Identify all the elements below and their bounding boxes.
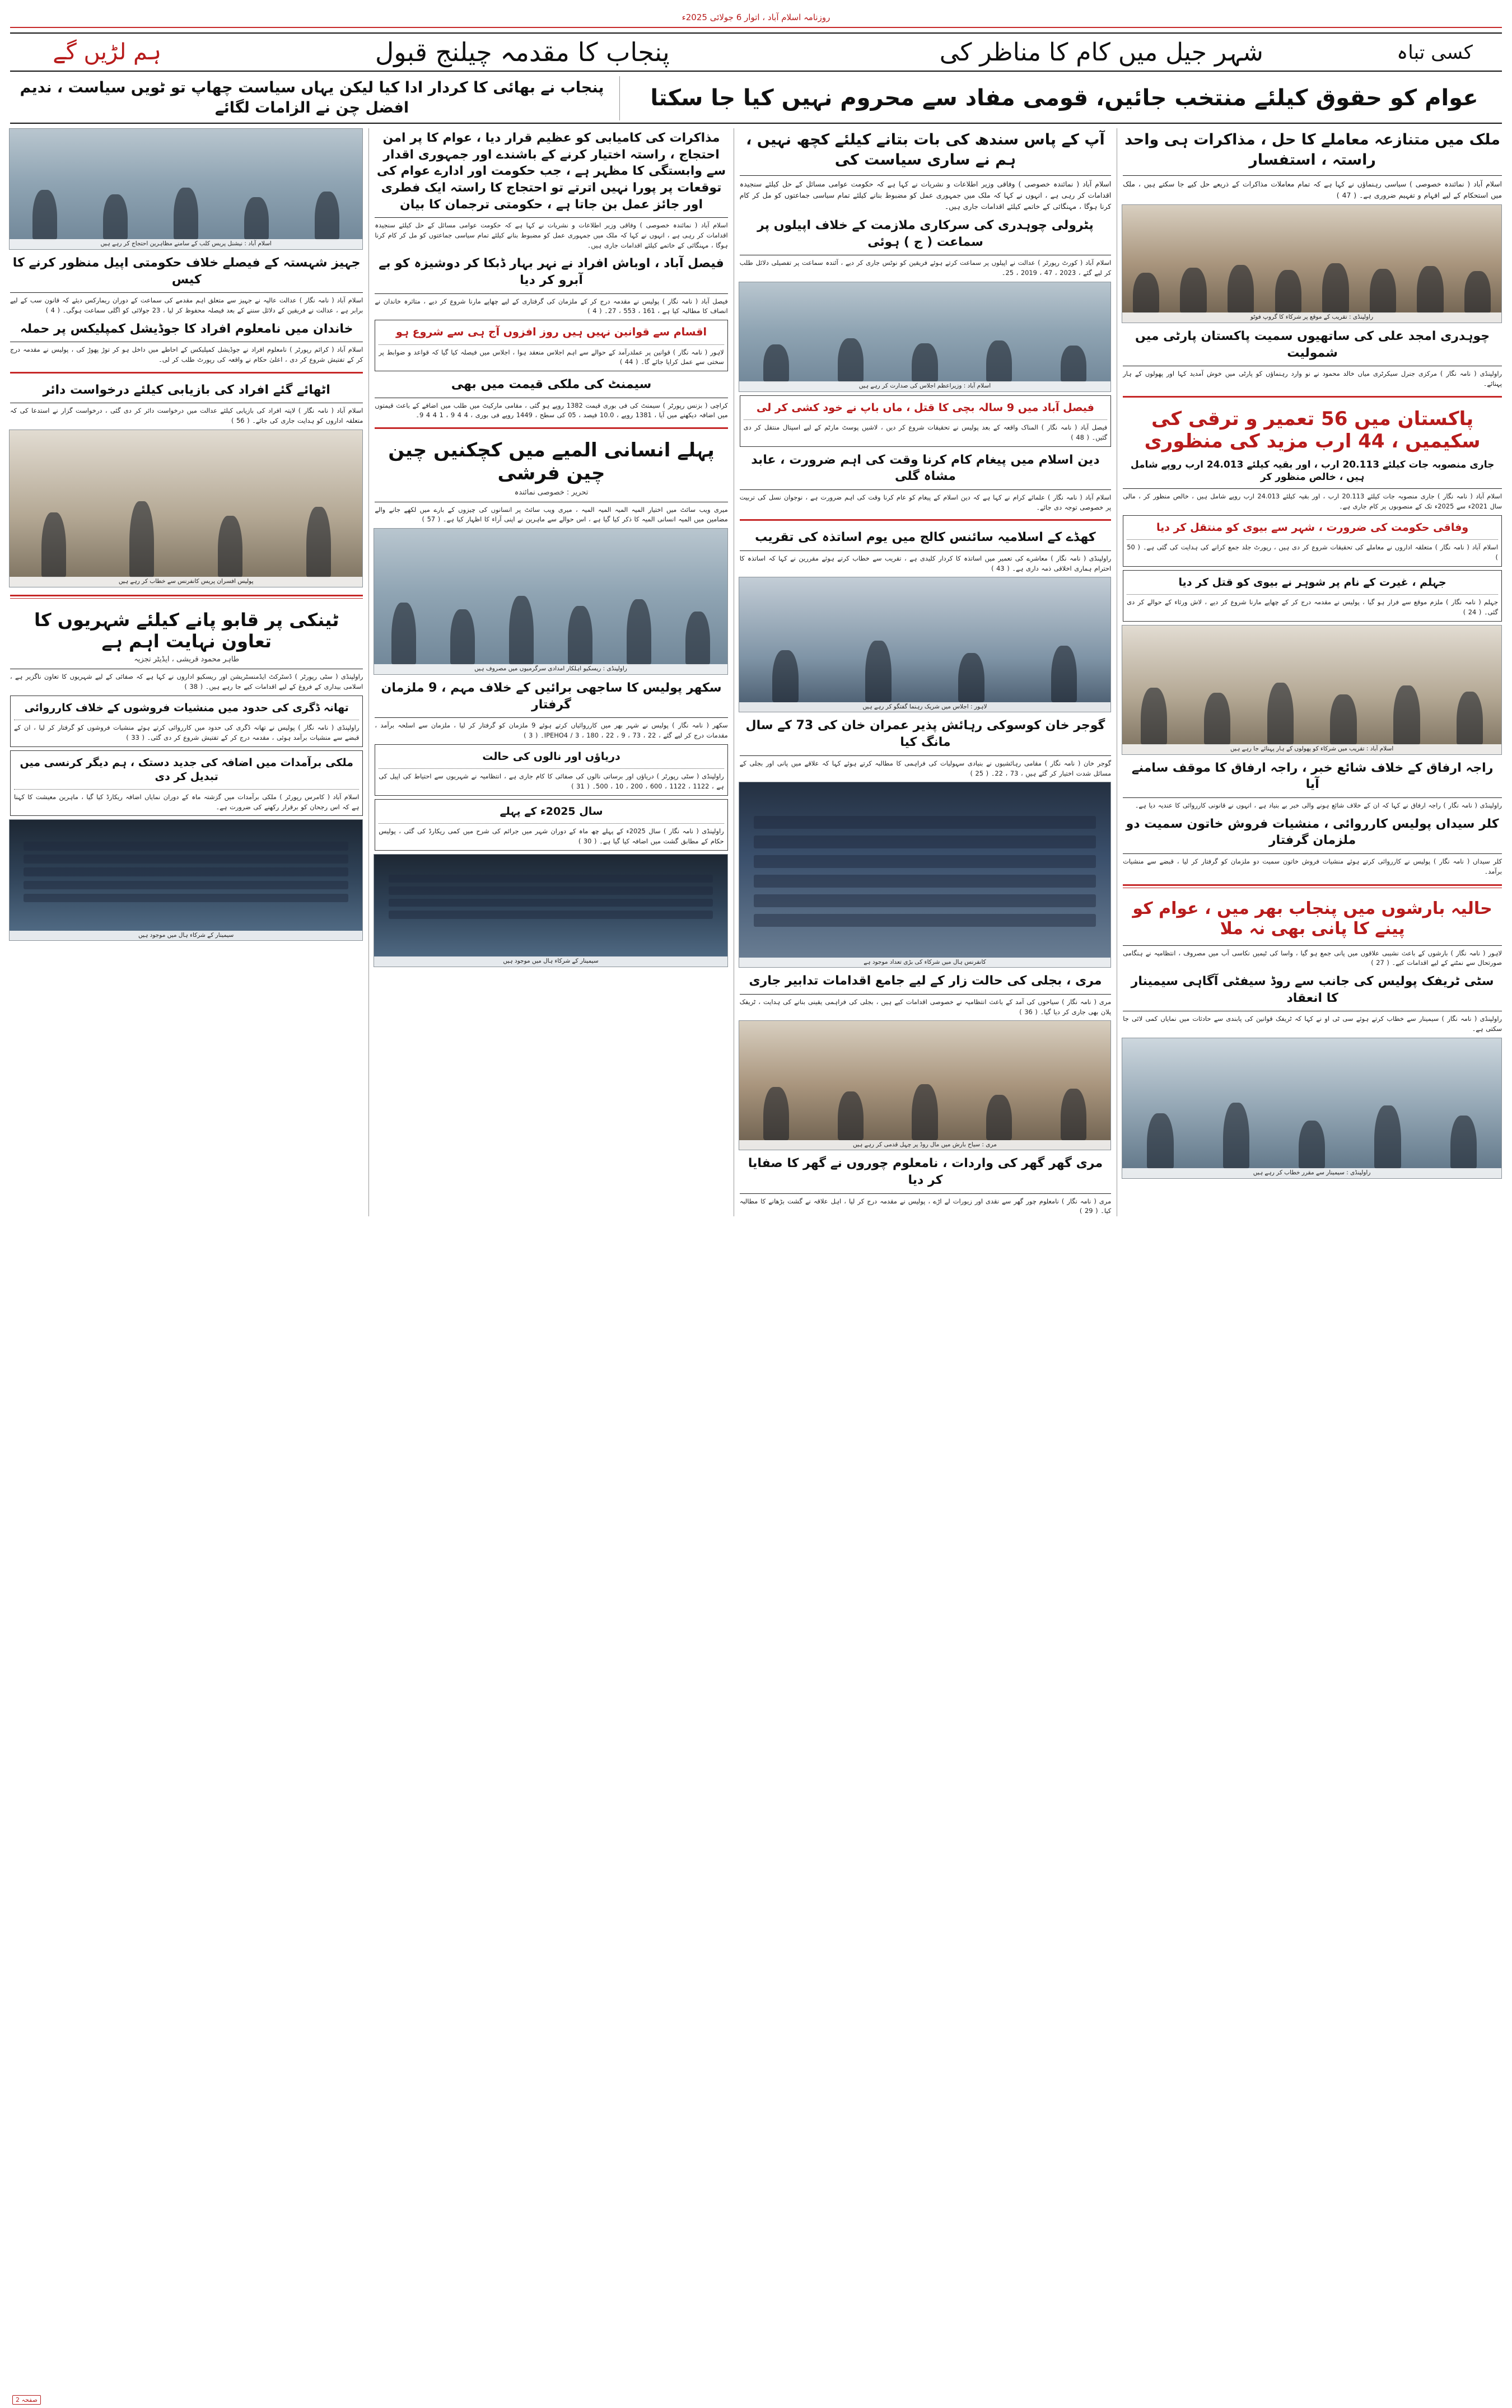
- headline: خاندان میں نامعلوم افراد کا جوڈیشل کمپلیکس پر حملہ: [20, 321, 353, 336]
- article-body: مری ( نامہ نگار ) نامعلوم چور گھر سے نقدی اور زیورات لے اڑے ، پولیس نے مقدمہ درج کر لیا ، اہل علاقہ نے گشت بڑھانے کا مطالبہ کیا۔ ( 29 ): [739, 1197, 1112, 1215]
- masthead-date: روزنامہ اسلام آباد ، اتوار 6 جولائی 2025ء: [682, 12, 830, 22]
- photo-11b: [9, 819, 363, 941]
- column-3: [375, 128, 727, 1216]
- headline: سٹی ٹریفک پولیس کی جانب سے روڈ سیفٹی آگاہی سیمینار کا انعقاد: [1131, 974, 1494, 1005]
- photo-caption: مری : سیاح بارش میں مال روڈ پر چہل قدمی کر رہے ہیں: [739, 1140, 1111, 1150]
- headline: مری گھر گھر کی واردات ، نامعلوم چوروں نے گھر کا صفایا کر دیا: [748, 1156, 1103, 1187]
- photo-6: [1122, 625, 1502, 755]
- article-c5-0: [1123, 128, 1502, 201]
- photo-caption: اسلام آباد : تقریب میں شرکاء کو پھولوں کے ہار پہنائے جا رہے ہیں: [1122, 744, 1501, 754]
- article-body: مری ( نامہ نگار ) سیاحوں کی آمد کے باعث انتظامیہ نے خصوصی اقدامات کیے ہیں ، بجلی کی فراہمی یقینی بنانے کی ہدایت ، ٹریفک پلان بھی جاری کر دیا گیا۔ ( 36 ): [739, 997, 1112, 1016]
- feature-1: [375, 436, 727, 525]
- feature-2: [10, 606, 363, 692]
- headline: ملک میں متنازعہ معاملے کا حل ، مذاکرات ہی واحد راستہ ، استفسار: [1124, 130, 1500, 169]
- article-body: اسلام آباد ( کامرس رپورٹر ) ملکی برآمدات میں گزشتہ ماہ کے دوران نمایاں اضافہ ریکارڈ کیا گیا ، ماہرین معیشت کا کہنا ہے کہ اس رجحان کو برقرار رکھنے کی ضرورت ہے۔: [14, 793, 360, 811]
- article-c4-3: [1123, 515, 1502, 567]
- photo-7: [739, 782, 1112, 968]
- photo-caption: اسلام آباد : وزیراعظم اجلاس کی صدارت کر رہے ہیں: [739, 381, 1111, 391]
- feature-subhead: جاری منصوبہ جات کیلئے 20.113 ارب ، اور بقیہ کیلئے 24.013 ارب روپے شامل ہیں ، خالص منظور کر: [1130, 459, 1495, 483]
- article-body: راولپنڈی ( سٹی رپورٹر ) دریاؤں اور برساتی نالوں کی صفائی کا کام جاری ہے ، انتظامیہ نے شہریوں سے احتیاط کی اپیل کی ہے ، 1122 ، 1122 ، 600 ، 200 ، 10 ، 500۔ ( 31 ): [379, 772, 724, 791]
- article-c5-3: [1123, 814, 1502, 877]
- page-number: صفحہ 2: [12, 2395, 41, 2405]
- column-1: [1123, 128, 1502, 1216]
- headline: گوجر خان کوسوکی رہائش پذیر عمران خان کی 73 کے سال مانگ کیا: [745, 718, 1105, 750]
- article-body: راولپنڈی ( نامہ نگار ) معاشرے کی تعمیر میں اساتذہ کا کردار کلیدی ہے ، تقریب سے خطاب کرتے ہوئے مقررین نے کہا کہ اساتذہ کا احترام ہماری اخلاقی ذمہ داری ہے۔ ( 43 ): [739, 554, 1112, 572]
- article-c2-5: [375, 799, 727, 851]
- photo-2: [1122, 204, 1502, 323]
- headline: آپ کے پاس سندھ کی بات بتانے کیلئے کچھ نہیں ، ہم نے ساری سیاست کی: [746, 130, 1105, 169]
- article-body: راولپنڈی ( نامہ نگار ) مرکزی جنرل سیکرٹری میاں خالد محمود نے نو وارد رہنماؤں کو پارٹی میں خوش آمدید کہا اور پھولوں کے ہار پہنائے۔: [1123, 370, 1502, 388]
- article-c2-0: [375, 320, 727, 371]
- article-body: لاہور ( نامہ نگار ) بارشوں کے باعث نشیبی علاقوں میں پانی جمع ہو گیا ، واسا کی ٹیمیں نکاسی آب میں مصروف ، انتظامیہ نے ہنگامی صورتحال سے نمٹنے کے لیے اقدامات کیے۔ ( 27 ): [1123, 949, 1502, 967]
- column-4: [10, 128, 363, 1216]
- headline: مذاکرات کی کامیابی کو عظیم قرار دیا ، عوام کا پر امن احتجاج ، راستہ اختیار کرنے کے باشندے اور جمہوری اقدار سے وابستگی کا مظہر ہے ، جب حکومت اور ادارے عوام کی توقعات پر پورا نہیں اترتے تو احتجاج کا راستہ ایک فطری اور جائز عمل بن جاتا ہے ، حکومتی ترجمان کا بیان: [376, 130, 726, 212]
- article-c2-3: [375, 678, 727, 741]
- article-body: فیصل آباد ( نامہ نگار ) المناک واقعہ کے بعد پولیس نے تحقیقات شروع کر دیں ، لاشیں پوسٹ مارٹم کے لیے اسپتال منتقل کر دی گئیں۔ ( 48 ): [743, 423, 1108, 442]
- article-body: راولپنڈی ( نامہ نگار ) سال 2025ء کے پہلے چھ ماہ کے دوران شہر میں جرائم کی شرح میں کمی ریکارڈ کی گئی ، پولیس حکام کے مطابق گشت میں اضافہ کیا گیا ہے۔ ( 30 ): [379, 827, 724, 846]
- article-body: اسلام آباد ( کورٹ رپورٹر ) عدالت نے اپیلوں پر سماعت کرتے ہوئے فریقین کو نوٹس جاری کر دیے ، آئندہ سماعت پر تفصیلی دلائل طلب کر لیے گئے ، 2023 ، 47 ، 2019 ، 25۔: [739, 259, 1112, 277]
- article-body: اسلام آباد ( نمائندہ خصوصی ) وفاقی وزیر اطلاعات و نشریات نے کہا ہے کہ حکومت عوامی مسائل کے حل کیلئے سنجیدہ اقدامات کر رہی ہے ، انہوں نے کہا کہ ملک میں جمہوری عمل کو مضبوط بنانے کیلئے تمام سیاسی جماعتوں کو مل کر کام کرنا ہوگا ، مہنگائی کے خاتمے کیلئے اقدامات جاری ہیں۔: [739, 179, 1112, 211]
- byline: تحریر : خصوصی نمائندہ: [514, 488, 589, 497]
- article-c3-1: [740, 450, 1112, 513]
- headline: اٹھائے گئے افراد کی بازیابی کیلئے درخواست دائر: [43, 382, 330, 397]
- article-c1-3: [10, 380, 363, 426]
- article-body: لاہور ( نامہ نگار ) قوانین پر عملدرآمد کے حوالے سے اہم اجلاس منعقد ہوا ، اجلاس میں فیصلہ کیا گیا کہ قواعد و ضوابط پر سختی سے عمل کرایا جائے گا۔ ( 44 ): [379, 348, 724, 366]
- photo-caption: راولپنڈی : ریسکیو اہلکار امدادی سرگرمیوں میں مصروف ہیں: [374, 664, 727, 674]
- article-body: اسلام آباد ( نمائندہ خصوصی ) سیاسی رہنماؤں نے کہا ہے کہ تمام معاملات مذاکرات کے ذریعے حل کیے جا سکتے ہیں ، ملک میں استحکام کے لیے افہام و تفہیم ضروری ہے۔ ( 47 ): [1123, 179, 1502, 199]
- headline: تھانہ ڈگری کی حدود میں منشیات فروشوں کے خلاف کارروائی: [24, 701, 349, 714]
- article-c3-3: [740, 971, 1112, 1017]
- feature-title: ٹینکی پر قابو پانے کیلئے شہریوں کا تعاون نہایت اہم ہے: [34, 609, 339, 652]
- lead-sub-headline: پنجاب نے بھائی کا کردار ادا کیا لیکن یہاں سیاست چھاپ تو ٹویں سیاست ، ندیم افضل چن نے الزامات لگائے: [20, 79, 604, 117]
- feature-title: پہلے انسانی المیے میں کچکنیں چین چین فرشی: [388, 439, 715, 484]
- feature-3: [1123, 404, 1502, 512]
- article-body: سکھر ( نامہ نگار ) پولیس نے شہر بھر میں کارروائیاں کرتے ہوئے 9 ملزمان کو گرفتار کر لیا ، ملزمان سے اسلحہ برآمد ، مقدمات درج کر لیے گئے ، IPEHO4 / 3 ، 180 ، 22 ، 9 ، 73 ، 22۔ ( 3 ): [375, 721, 728, 740]
- article-body: گوجر خان ( نامہ نگار ) مقامی رہائشیوں نے بنیادی سہولیات کی فراہمی کا مطالبہ کرتے ہوئے کہا کہ علاقے میں پانی اور بجلی کے مسائل شدت اختیار کر گئے ہیں ، 73 ، 22۔ ( 25 ): [739, 759, 1112, 777]
- article-body: اسلام آباد ( نامہ نگار ) جاری منصوبہ جات کیلئے 20.113 ارب ، اور بقیہ کیلئے 24.013 ارب روپے شامل ہیں ، خالص منظور کر ، مالی سال 2021ء سے 2025ء تک کے منصوبوں پر کام جاری ہے۔: [1123, 492, 1502, 511]
- article-body: کلر سیداں ( نامہ نگار ) پولیس نے کارروائی کرتے ہوئے منشیات فروش خاتون سمیت دو ملزمان کو گرفتار کر لیا ، قبضے سے منشیات برآمد۔: [1123, 857, 1502, 875]
- feature-title: پاکستان میں 56 تعمیر و ترقی کی سکیمیں ، 44 ارب مزید کی منظوری: [1144, 407, 1481, 453]
- article-c3-4: [740, 1154, 1112, 1216]
- article-c4-4: [1123, 570, 1502, 622]
- article-body: اسلام آباد ( نامہ نگار ) علمائے کرام نے کہا ہے کہ دین اسلام کے پیغام کو عام کرنا وقت کی اہم ضرورت ہے ، نوجوان نسل کی تربیت پر خصوصی توجہ دی جائے۔: [739, 493, 1112, 511]
- article-body: راولپنڈی ( سٹی رپورٹر ) ڈسٹرکٹ ایڈمنسٹریشن اور ریسکیو اداروں نے کہا ہے کہ صفائی کے لیے شہریوں کا تعاون ناگزیر ہے ، اسلامی بیداری کے فروغ کے لیے اقدامات کیے جا رہے ہیں۔ ( 38 ): [10, 673, 363, 691]
- feature-title: حالیہ بارشوں میں پنجاب بھر میں ، عوام کو پینے کا پانی بھی نہ ملا: [1132, 898, 1492, 939]
- headline: فیصل آباد میں 9 سالہ بچی کا قتل ، ماں باپ نے خود کشی کر لی: [756, 401, 1094, 414]
- article-body: فیصل آباد ( نامہ نگار ) پولیس نے مقدمہ درج کر کے ملزمان کی گرفتاری کے لیے چھاپے مارنا شروع کر دیے ، متاثرہ خاندان نے انصاف کا مطالبہ کیا ہے ، 161 ، 553 ، 27۔ ( 4 ): [375, 297, 728, 315]
- article-c5-2: [1123, 758, 1502, 811]
- article-c1-6: [10, 750, 363, 816]
- photo-4: [739, 577, 1112, 712]
- photo-caption: سیمینار کے شرکاء ہال میں موجود ہیں: [10, 931, 362, 941]
- photo-caption: سیمینار کے شرکاء ہال میں موجود ہیں: [374, 956, 727, 967]
- lead-body: [375, 128, 727, 250]
- headline: فیصل آباد ، اوباش افراد نے نہر بہار ڈبکا کر دوشیزہ کو بے آبرو کر دیا: [379, 256, 724, 288]
- article-c3-2: [740, 716, 1112, 778]
- banner-headline-mid: پنجاب کا مقدمہ چیلنج قبول: [375, 37, 670, 67]
- photo-caption: کانفرنس ہال میں شرکاء کی بڑی تعداد موجود ہے: [739, 958, 1111, 968]
- article-c1-5: [10, 696, 363, 747]
- article-body: اسلام آباد ( کرائم رپورٹر ) نامعلوم افراد نے جوڈیشل کمپلیکس کے احاطے میں داخل ہو کر توڑ پھوڑ کی ، پولیس نے مقدمہ درج کر کے تفتیش شروع کر دی ، اعلیٰ حکام نے واقعہ کی رپورٹ طلب کر لی۔: [10, 346, 363, 363]
- photo-5: [374, 528, 727, 675]
- article-body: جہلم ( نامہ نگار ) ملزم موقع سے فرار ہو گیا ، پولیس نے مقدمہ درج کر کے چھاپے مارنا شروع کر دیے ، لاش ورثاء کے حوالے کر دی گئی۔ ( 24 ): [1127, 598, 1498, 617]
- photo-3: [739, 282, 1112, 392]
- headline: سیمنٹ کی ملکی قیمت میں بھی: [451, 377, 652, 392]
- headline: پٹرولی چوہدری کی سرکاری ملازمت کے خلاف اپیلوں پر سماعت ( ج ) ہوئی: [757, 218, 1094, 249]
- lead-deck: [740, 128, 1112, 212]
- article-body: راولپنڈی ( نامہ نگار ) سیمینار سے خطاب کرتے ہوئے سی ٹی او نے کہا کہ ٹریفک قوانین کی پابندی سے حادثات میں نمایاں کمی لائی جا سکتی ہے۔: [1123, 1015, 1502, 1033]
- headline: دین اسلام میں پیغام کام کرنا وقت کی اہم ضرورت ، عابد مشاہ گلی: [751, 452, 1100, 484]
- banner-headline-far-left: کسی تباہ: [1397, 41, 1473, 64]
- headline: کھڈے کے اسلامیہ سائنس کالج میں یوم اساتذہ کی تقریب: [755, 530, 1096, 545]
- headline: مری ، بجلی کی حالت زار کے لیے جامع اقدامات تدابیر جاری: [749, 974, 1102, 988]
- lead-main-headline: عوام کو حقوق کیلئے منتخب جائیں، قومی مفاد سے محروم نہیں کیا جا سکتا: [650, 85, 1478, 111]
- article-body: اسلام آباد ( نامہ نگار ) متعلقہ اداروں نے معاملے کی تحقیقات شروع کر دی ہیں ، رپورٹ جلد جمع کرانے کی ہدایت کی گئی ہے۔ ( 50 ): [1127, 543, 1498, 562]
- article-body: اسلام آباد ( نامہ نگار ) لاپتہ افراد کی بازیابی کیلئے عدالت میں درخواست دائر کر دی گئی ، درخواست گزار نے استدعا کی کہ متعلقہ اداروں کو ہدایت جاری کی جائے۔ ( 56 ): [10, 407, 363, 424]
- article-c1-1: [10, 319, 363, 365]
- headline: راجہ ارفاق کے خلاف شائع خبر ، راجہ ارفاق کا موقف سامنے آیا: [1131, 760, 1494, 792]
- article-c2-2: [740, 528, 1112, 573]
- photo-caption: راولپنڈی : سیمینار سے مقرر خطاب کر رہے ہیں: [1122, 1168, 1501, 1178]
- photo-caption: راولپنڈی : تقریب کے موقع پر شرکاء کا گروپ فوٹو: [1122, 312, 1501, 323]
- photo-10: [9, 430, 363, 587]
- article-body: راولپنڈی ( نامہ نگار ) راجہ ارفاق نے کہا کہ ان کے خلاف شائع ہونے والی خبر بے بنیاد ہے ، انہوں نے قانونی کارروائی کا عندیہ دیا ہے۔: [1135, 801, 1502, 810]
- article-c4-1: [740, 395, 1112, 447]
- article-c2-4: [375, 744, 727, 796]
- banner-headline-left: شہر جیل میں کام کا مناظر کی: [939, 38, 1263, 67]
- article-body: میری ویب سائٹ میں اختیار المیہ المیہ المیہ المیہ ، میری ویب سائٹ پر انسانوں کی چیزوں کے بارے میں لکھے جانے والے مضامین میں المیہ انسانی المیہ کا ذکر کیا گیا ہے ، اس حوالے سے ماہرین نے اپنی آراء کا اظہار کیا ہے۔ ( 57 ): [375, 505, 728, 524]
- headline: دریاؤں اور نالوں کی حالت: [482, 750, 620, 763]
- photo-caption: لاہور : اجلاس میں شریک رہنما گفتگو کر رہے ہیں: [739, 702, 1111, 712]
- photo-11: [374, 854, 727, 967]
- photo-1: [9, 128, 363, 250]
- photo-9: [1122, 1038, 1502, 1179]
- headline: سال 2025ء کے پہلے: [500, 805, 603, 818]
- headline: ملکی برآمدات میں اضافہ کی جدید دستک ، ہم دیگر کرنسی میں تبدیل کر دی: [20, 756, 353, 783]
- article-c3-0: [375, 254, 727, 316]
- article-c5-1: [1123, 326, 1502, 389]
- banner-headline-right: ہم لڑیں گے: [53, 39, 162, 65]
- headline: جہلم ، غیرت کے نام پر شوہر نے بیوی کو قتل کر دیا: [1178, 576, 1446, 589]
- article-body: اسلام آباد ( نامہ نگار ) عدالت عالیہ نے جہیز سے متعلق اہم مقدمے کی سماعت کے دوران ریمارکس دیئے کہ قانون سب کے لیے برابر ہے ، عدالت نے فریقین کے دلائل سننے کے بعد فیصلہ محفوظ کر لیا ، 23 جولائی کو اگلی سماعت ہوگی۔ ( 4 ): [10, 296, 363, 314]
- article-c2-1: [375, 375, 727, 421]
- byline: طاہر محمود قریشی ، ایڈیٹر تجزیہ: [134, 655, 240, 664]
- photo-8: [739, 1020, 1112, 1150]
- article-c4-0: [740, 216, 1112, 278]
- headline: کلر سیداں پولیس کارروائی ، منشیات فروش خاتون سمیت دو ملزمان گرفتار: [1126, 816, 1499, 848]
- feature-4: [1123, 895, 1502, 968]
- headline: چوہدری امجد علی کی ساتھیوں سمیت پاکستان پارٹی میں شمولیت: [1135, 329, 1490, 360]
- article-c5-4: [1123, 972, 1502, 1034]
- masthead: [10, 8, 1502, 28]
- article-body: اسلام آباد ( نمائندہ خصوصی ) وفاقی وزیر اطلاعات و نشریات نے کہا ہے کہ حکومت عوامی مسائل کے حل کیلئے سنجیدہ اقدامات کر رہی ہے ، انہوں نے کہا کہ ملک میں جمہوری عمل کو مضبوط بنانے کیلئے تمام سیاسی جماعتوں کو مل کر کام کرنا ہوگا ، مہنگائی کے خاتمے کیلئے اقدامات جاری ہیں۔: [375, 221, 728, 249]
- column-2: [740, 128, 1112, 1216]
- headline: وفاقی حکومت کی ضرورت ، شہر سے بیوی کو منتقل کر دیا: [1156, 521, 1469, 534]
- headline: اقسام سے قوانین نہیں ہیں روز افزوں آج ہی سے شروع ہو: [395, 326, 707, 339]
- headline: جہیز شہستہ کے فیصلے خلاف حکومتی اپیل منظور کرنے کا کیس: [12, 255, 361, 287]
- headline: سکھر پولیس کا ساجھی برائیں کے خلاف مہم ، 9 ملزمان گرفتار: [381, 681, 722, 712]
- photo-caption: اسلام آباد : نیشنل پریس کلب کے سامنے مظاہرین احتجاج کر رہے ہیں: [10, 239, 362, 249]
- photo-caption: پولیس افسران پریس کانفرنس سے خطاب کر رہے ہیں: [10, 577, 362, 587]
- article-body: کراچی ( بزنس رپورٹر ) سیمنٹ کی فی بوری قیمت 1382 روپے ہو گئی ، مقامی مارکیٹ میں طلب میں اضافے کے باعث قیمتوں میں اضافہ دیکھنے میں آیا ، 1381 روپے ، 10.0 فیصد ، 05 کی سطح ، 1449 روپے فی بوری ، 4 4 9 ، 1 4 4 9۔: [375, 401, 728, 419]
- article-body: راولپنڈی ( نامہ نگار ) پولیس نے تھانہ ڈگری کی حدود میں کارروائی کرتے ہوئے منشیات فروشوں کو گرفتار کر لیا ، ان کے قبضے سے منشیات برآمد ہوئی ، مقدمہ درج کر کے تفتیش شروع کر دی گئی۔ ( 33 ): [14, 724, 360, 742]
- article-c1-0: [10, 253, 363, 316]
